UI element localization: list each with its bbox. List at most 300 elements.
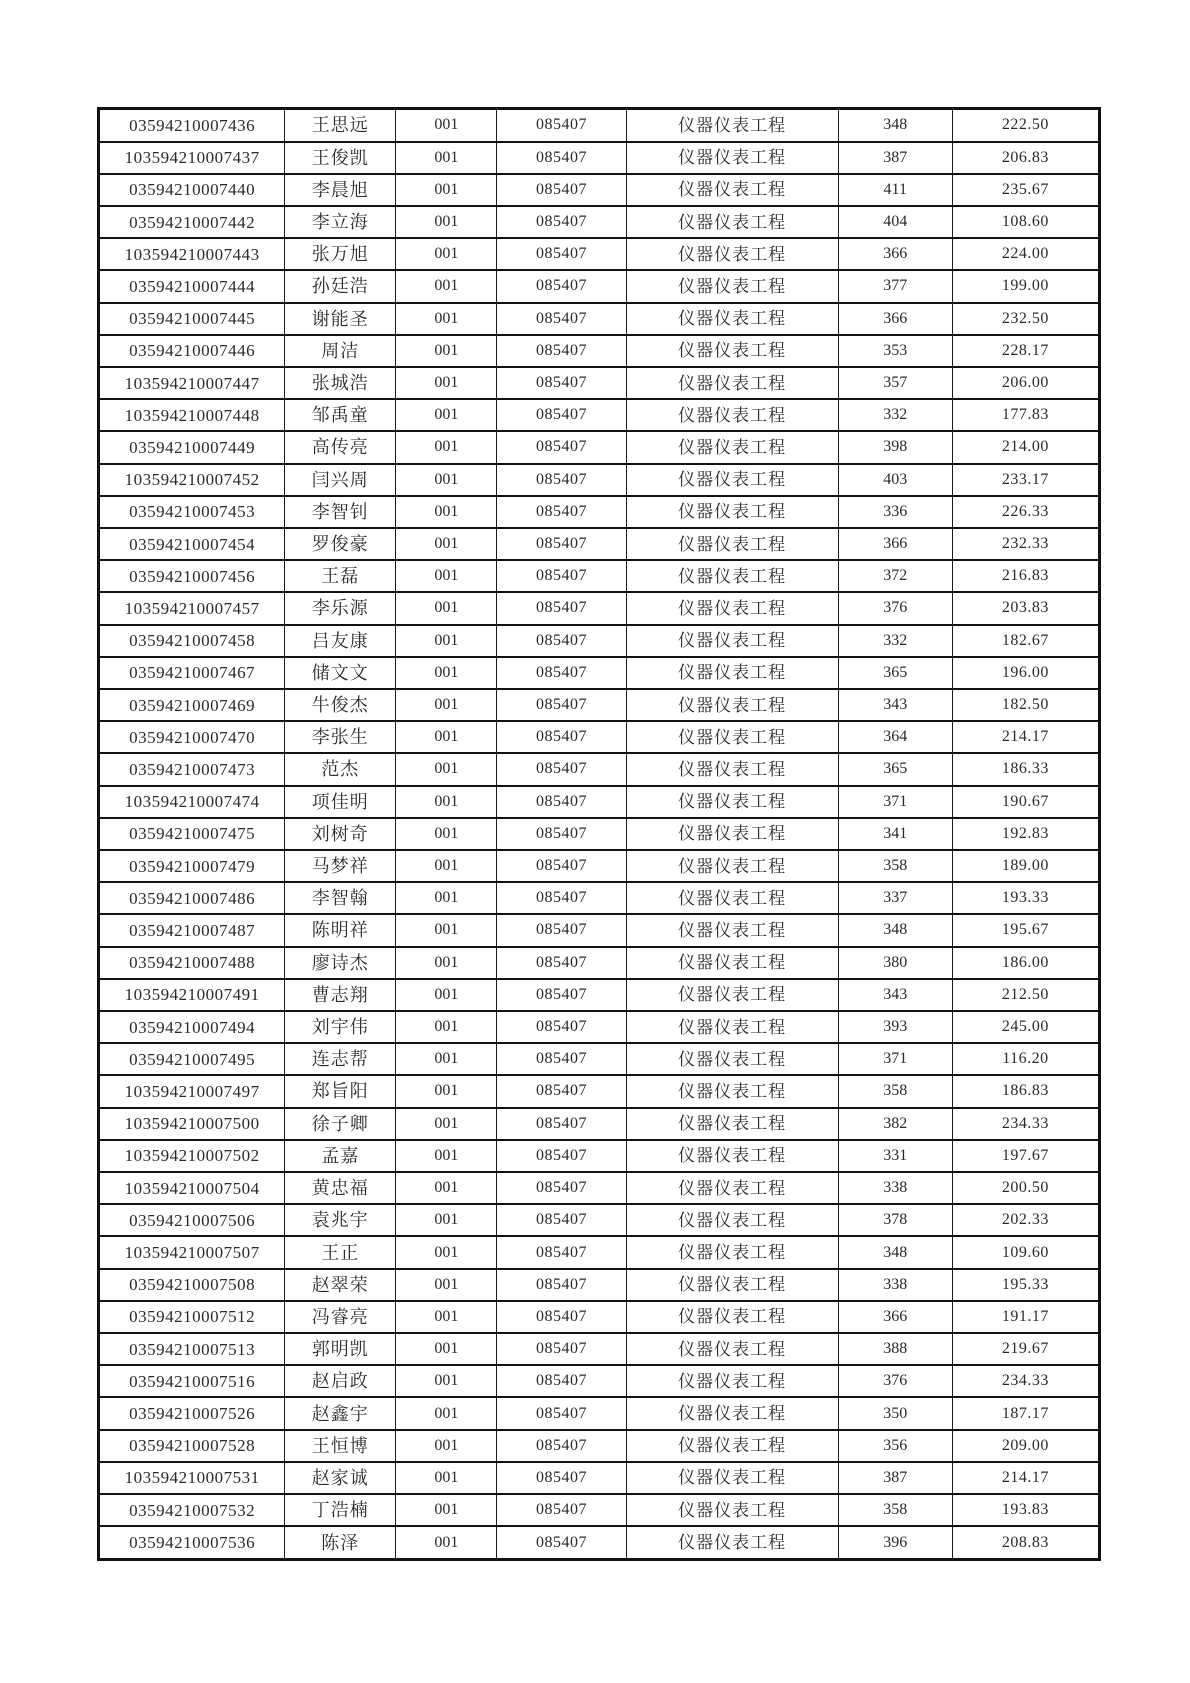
major-code: 085407	[497, 657, 626, 689]
candidate-name: 郑旨阳	[285, 1075, 396, 1107]
initial-score: 378	[838, 1204, 952, 1236]
candidate-name: 孟嘉	[285, 1140, 396, 1172]
major-name: 仪器仪表工程	[626, 1043, 838, 1075]
candidate-name: 储文文	[285, 657, 396, 689]
department-code: 001	[396, 431, 497, 463]
candidate-name: 赵鑫宇	[285, 1397, 396, 1429]
major-code: 085407	[497, 142, 626, 174]
candidate-name: 徐子卿	[285, 1108, 396, 1140]
major-code: 085407	[497, 1462, 626, 1494]
retest-score: 212.50	[952, 979, 1099, 1011]
candidate-name: 张万旭	[285, 238, 396, 270]
candidate-number: 03594210007442	[99, 206, 285, 238]
table-row	[99, 270, 1100, 302]
initial-score: 357	[838, 367, 952, 399]
table-row	[99, 1365, 1100, 1397]
table-row	[99, 367, 1100, 399]
retest-score: 206.00	[952, 367, 1099, 399]
table-row	[99, 335, 1100, 367]
retest-score: 226.33	[952, 496, 1099, 528]
retest-score: 177.83	[952, 399, 1099, 431]
department-code: 001	[396, 1204, 497, 1236]
candidate-name: 李晨旭	[285, 174, 396, 206]
candidate-number: 03594210007475	[99, 818, 285, 850]
initial-score: 372	[838, 560, 952, 592]
initial-score: 366	[838, 1301, 952, 1333]
candidate-name: 赵启政	[285, 1365, 396, 1397]
candidate-name: 连志帮	[285, 1043, 396, 1075]
retest-score: 109.60	[952, 1236, 1099, 1268]
candidate-name: 赵家诚	[285, 1462, 396, 1494]
department-code: 001	[396, 1108, 497, 1140]
department-code: 001	[396, 1172, 497, 1204]
table-row	[99, 528, 1100, 560]
table-row	[99, 1430, 1100, 1462]
major-code: 085407	[497, 786, 626, 818]
major-code: 085407	[497, 1140, 626, 1172]
major-code: 085407	[497, 560, 626, 592]
retest-score: 233.17	[952, 464, 1099, 496]
retest-score: 195.67	[952, 914, 1099, 946]
major-name: 仪器仪表工程	[626, 142, 838, 174]
initial-score: 366	[838, 303, 952, 335]
candidate-name: 李张生	[285, 721, 396, 753]
department-code: 001	[396, 367, 497, 399]
major-name: 仪器仪表工程	[626, 1494, 838, 1526]
initial-score: 343	[838, 689, 952, 721]
major-code: 085407	[497, 528, 626, 560]
major-name: 仪器仪表工程	[626, 818, 838, 850]
table-row	[99, 1397, 1100, 1429]
major-name: 仪器仪表工程	[626, 1108, 838, 1140]
initial-score: 332	[838, 625, 952, 657]
department-code: 001	[396, 1462, 497, 1494]
retest-score: 219.67	[952, 1333, 1099, 1365]
department-code: 001	[396, 238, 497, 270]
department-code: 001	[396, 592, 497, 624]
table-row	[99, 721, 1100, 753]
major-name: 仪器仪表工程	[626, 1204, 838, 1236]
candidate-number: 03594210007469	[99, 689, 285, 721]
major-name: 仪器仪表工程	[626, 109, 838, 142]
major-name: 仪器仪表工程	[626, 431, 838, 463]
initial-score: 364	[838, 721, 952, 753]
initial-score: 348	[838, 914, 952, 946]
major-name: 仪器仪表工程	[626, 753, 838, 785]
candidate-number: 03594210007528	[99, 1430, 285, 1462]
candidate-name: 李乐源	[285, 592, 396, 624]
candidate-number: 03594210007512	[99, 1301, 285, 1333]
table-row	[99, 1140, 1100, 1172]
department-code: 001	[396, 1526, 497, 1559]
results-table-body	[99, 109, 1100, 1560]
major-name: 仪器仪表工程	[626, 303, 838, 335]
major-code: 085407	[497, 1526, 626, 1559]
major-name: 仪器仪表工程	[626, 528, 838, 560]
table-row	[99, 1108, 1100, 1140]
retest-score: 108.60	[952, 206, 1099, 238]
department-code: 001	[396, 303, 497, 335]
department-code: 001	[396, 625, 497, 657]
table-row	[99, 303, 1100, 335]
major-name: 仪器仪表工程	[626, 335, 838, 367]
candidate-number: 03594210007445	[99, 303, 285, 335]
candidate-number: 103594210007437	[99, 142, 285, 174]
candidate-number: 03594210007470	[99, 721, 285, 753]
retest-score: 235.67	[952, 174, 1099, 206]
candidate-number: 03594210007513	[99, 1333, 285, 1365]
department-code: 001	[396, 1269, 497, 1301]
retest-score: 193.83	[952, 1494, 1099, 1526]
major-name: 仪器仪表工程	[626, 625, 838, 657]
major-name: 仪器仪表工程	[626, 1301, 838, 1333]
candidate-number: 03594210007536	[99, 1526, 285, 1559]
initial-score: 387	[838, 1462, 952, 1494]
candidate-number: 03594210007506	[99, 1204, 285, 1236]
table-row	[99, 431, 1100, 463]
table-row	[99, 786, 1100, 818]
table-row	[99, 1236, 1100, 1268]
candidate-name: 王正	[285, 1236, 396, 1268]
table-row	[99, 689, 1100, 721]
major-name: 仪器仪表工程	[626, 1075, 838, 1107]
major-name: 仪器仪表工程	[626, 850, 838, 882]
candidate-name: 刘树奇	[285, 818, 396, 850]
table-row	[99, 1011, 1100, 1043]
candidate-number: 03594210007446	[99, 335, 285, 367]
candidate-number: 103594210007531	[99, 1462, 285, 1494]
table-row	[99, 560, 1100, 592]
candidate-name: 黄忠福	[285, 1172, 396, 1204]
table-row	[99, 947, 1100, 979]
candidate-name: 张城浩	[285, 367, 396, 399]
table-row	[99, 464, 1100, 496]
major-name: 仪器仪表工程	[626, 464, 838, 496]
candidate-number: 103594210007457	[99, 592, 285, 624]
major-code: 085407	[497, 592, 626, 624]
candidate-number: 03594210007449	[99, 431, 285, 463]
candidate-number: 103594210007507	[99, 1236, 285, 1268]
major-name: 仪器仪表工程	[626, 1172, 838, 1204]
candidate-number: 103594210007491	[99, 979, 285, 1011]
major-code: 085407	[497, 1236, 626, 1268]
candidate-number: 03594210007516	[99, 1365, 285, 1397]
department-code: 001	[396, 335, 497, 367]
department-code: 001	[396, 1494, 497, 1526]
major-code: 085407	[497, 464, 626, 496]
initial-score: 358	[838, 1494, 952, 1526]
initial-score: 388	[838, 1333, 952, 1365]
table-row	[99, 1494, 1100, 1526]
major-code: 085407	[497, 270, 626, 302]
initial-score: 403	[838, 464, 952, 496]
major-code: 085407	[497, 206, 626, 238]
major-name: 仪器仪表工程	[626, 1430, 838, 1462]
retest-score: 209.00	[952, 1430, 1099, 1462]
table-row	[99, 1301, 1100, 1333]
major-name: 仪器仪表工程	[626, 270, 838, 302]
retest-score: 208.83	[952, 1526, 1099, 1559]
major-code: 085407	[497, 109, 626, 142]
table-row	[99, 399, 1100, 431]
department-code: 001	[396, 109, 497, 142]
initial-score: 396	[838, 1526, 952, 1559]
candidate-number: 103594210007448	[99, 399, 285, 431]
major-code: 085407	[497, 1333, 626, 1365]
department-code: 001	[396, 753, 497, 785]
candidate-name: 罗俊豪	[285, 528, 396, 560]
major-code: 085407	[497, 496, 626, 528]
major-name: 仪器仪表工程	[626, 1269, 838, 1301]
major-name: 仪器仪表工程	[626, 1365, 838, 1397]
major-code: 085407	[497, 882, 626, 914]
candidate-name: 项佳明	[285, 786, 396, 818]
candidate-number: 103594210007447	[99, 367, 285, 399]
candidate-number: 03594210007453	[99, 496, 285, 528]
retest-score: 224.00	[952, 238, 1099, 270]
candidate-number: 103594210007502	[99, 1140, 285, 1172]
table-row	[99, 753, 1100, 785]
retest-score: 186.00	[952, 947, 1099, 979]
major-code: 085407	[497, 1043, 626, 1075]
initial-score: 341	[838, 818, 952, 850]
candidate-number: 03594210007467	[99, 657, 285, 689]
department-code: 001	[396, 1430, 497, 1462]
initial-score: 404	[838, 206, 952, 238]
department-code: 001	[396, 1043, 497, 1075]
retest-score: 191.17	[952, 1301, 1099, 1333]
candidate-name: 冯睿亮	[285, 1301, 396, 1333]
candidate-number: 103594210007504	[99, 1172, 285, 1204]
candidate-number: 03594210007494	[99, 1011, 285, 1043]
table-row	[99, 850, 1100, 882]
department-code: 001	[396, 174, 497, 206]
initial-score: 331	[838, 1140, 952, 1172]
table-row	[99, 142, 1100, 174]
initial-score: 353	[838, 335, 952, 367]
table-row	[99, 625, 1100, 657]
major-code: 085407	[497, 1397, 626, 1429]
table-row	[99, 238, 1100, 270]
initial-score: 371	[838, 786, 952, 818]
major-name: 仪器仪表工程	[626, 1011, 838, 1043]
major-name: 仪器仪表工程	[626, 496, 838, 528]
candidate-name: 牛俊杰	[285, 689, 396, 721]
major-name: 仪器仪表工程	[626, 1333, 838, 1365]
retest-score: 186.33	[952, 753, 1099, 785]
candidate-number: 103594210007443	[99, 238, 285, 270]
retest-score: 202.33	[952, 1204, 1099, 1236]
department-code: 001	[396, 1301, 497, 1333]
retest-score: 232.50	[952, 303, 1099, 335]
table-row	[99, 1462, 1100, 1494]
retest-score: 234.33	[952, 1108, 1099, 1140]
major-code: 085407	[497, 1172, 626, 1204]
candidate-name: 郭明凯	[285, 1333, 396, 1365]
major-code: 085407	[497, 238, 626, 270]
retest-score: 197.67	[952, 1140, 1099, 1172]
department-code: 001	[396, 528, 497, 560]
candidate-number: 03594210007456	[99, 560, 285, 592]
candidate-number: 103594210007500	[99, 1108, 285, 1140]
initial-score: 380	[838, 947, 952, 979]
candidate-number: 03594210007487	[99, 914, 285, 946]
initial-score: 398	[838, 431, 952, 463]
department-code: 001	[396, 560, 497, 592]
table-row	[99, 496, 1100, 528]
candidate-name: 曹志翔	[285, 979, 396, 1011]
candidate-number: 03594210007508	[99, 1269, 285, 1301]
candidate-number: 03594210007444	[99, 270, 285, 302]
major-code: 085407	[497, 850, 626, 882]
major-code: 085407	[497, 1011, 626, 1043]
candidate-name: 邹禹童	[285, 399, 396, 431]
major-code: 085407	[497, 174, 626, 206]
department-code: 001	[396, 270, 497, 302]
major-name: 仪器仪表工程	[626, 560, 838, 592]
initial-score: 337	[838, 882, 952, 914]
initial-score: 365	[838, 657, 952, 689]
retest-score: 228.17	[952, 335, 1099, 367]
initial-score: 358	[838, 850, 952, 882]
table-row	[99, 109, 1100, 142]
retest-score: 200.50	[952, 1172, 1099, 1204]
major-code: 085407	[497, 1365, 626, 1397]
candidate-name: 赵翠荣	[285, 1269, 396, 1301]
department-code: 001	[396, 657, 497, 689]
candidate-number: 03594210007436	[99, 109, 285, 142]
major-code: 085407	[497, 1204, 626, 1236]
candidate-number: 03594210007488	[99, 947, 285, 979]
major-name: 仪器仪表工程	[626, 174, 838, 206]
candidate-name: 陈泽	[285, 1526, 396, 1559]
initial-score: 366	[838, 238, 952, 270]
department-code: 001	[396, 850, 497, 882]
initial-score: 350	[838, 1397, 952, 1429]
major-name: 仪器仪表工程	[626, 238, 838, 270]
initial-score: 348	[838, 1236, 952, 1268]
major-name: 仪器仪表工程	[626, 657, 838, 689]
candidate-number: 03594210007526	[99, 1397, 285, 1429]
candidate-name: 王思远	[285, 109, 396, 142]
table-row	[99, 1043, 1100, 1075]
major-code: 085407	[497, 689, 626, 721]
initial-score: 358	[838, 1075, 952, 1107]
department-code: 001	[396, 1075, 497, 1107]
initial-score: 332	[838, 399, 952, 431]
department-code: 001	[396, 721, 497, 753]
initial-score: 336	[838, 496, 952, 528]
candidate-number: 103594210007497	[99, 1075, 285, 1107]
retest-score: 182.67	[952, 625, 1099, 657]
department-code: 001	[396, 1397, 497, 1429]
initial-score: 376	[838, 1365, 952, 1397]
candidate-number: 103594210007452	[99, 464, 285, 496]
candidate-name: 袁兆宇	[285, 1204, 396, 1236]
table-row	[99, 657, 1100, 689]
major-name: 仪器仪表工程	[626, 592, 838, 624]
major-code: 085407	[497, 367, 626, 399]
candidate-name: 范杰	[285, 753, 396, 785]
candidate-number: 03594210007495	[99, 1043, 285, 1075]
department-code: 001	[396, 914, 497, 946]
major-code: 085407	[497, 818, 626, 850]
table-row	[99, 592, 1100, 624]
department-code: 001	[396, 1011, 497, 1043]
candidate-name: 王磊	[285, 560, 396, 592]
candidate-number: 103594210007474	[99, 786, 285, 818]
major-name: 仪器仪表工程	[626, 1526, 838, 1559]
candidate-name: 李智钊	[285, 496, 396, 528]
retest-score: 216.83	[952, 560, 1099, 592]
candidate-name: 陈明祥	[285, 914, 396, 946]
table-row	[99, 1075, 1100, 1107]
department-code: 001	[396, 979, 497, 1011]
candidate-results-table	[97, 107, 1101, 1561]
department-code: 001	[396, 1140, 497, 1172]
department-code: 001	[396, 206, 497, 238]
major-code: 085407	[497, 753, 626, 785]
department-code: 001	[396, 818, 497, 850]
major-code: 085407	[497, 979, 626, 1011]
retest-score: 193.33	[952, 882, 1099, 914]
candidate-number: 03594210007479	[99, 850, 285, 882]
retest-score: 186.83	[952, 1075, 1099, 1107]
department-code: 001	[396, 464, 497, 496]
table-row	[99, 1269, 1100, 1301]
candidate-name: 周洁	[285, 335, 396, 367]
retest-score: 234.33	[952, 1365, 1099, 1397]
initial-score: 393	[838, 1011, 952, 1043]
candidate-name: 王恒博	[285, 1430, 396, 1462]
initial-score: 377	[838, 270, 952, 302]
major-code: 085407	[497, 1494, 626, 1526]
table-row	[99, 818, 1100, 850]
retest-score: 206.83	[952, 142, 1099, 174]
major-code: 085407	[497, 721, 626, 753]
candidate-name: 李智翰	[285, 882, 396, 914]
retest-score: 199.00	[952, 270, 1099, 302]
department-code: 001	[396, 947, 497, 979]
initial-score: 338	[838, 1269, 952, 1301]
candidate-name: 王俊凯	[285, 142, 396, 174]
major-name: 仪器仪表工程	[626, 1140, 838, 1172]
major-name: 仪器仪表工程	[626, 1397, 838, 1429]
candidate-name: 高传亮	[285, 431, 396, 463]
major-name: 仪器仪表工程	[626, 914, 838, 946]
department-code: 001	[396, 496, 497, 528]
major-code: 085407	[497, 947, 626, 979]
candidate-name: 廖诗杰	[285, 947, 396, 979]
retest-score: 189.00	[952, 850, 1099, 882]
table-row	[99, 1172, 1100, 1204]
candidate-number: 03594210007440	[99, 174, 285, 206]
results-table-sheet	[97, 107, 1101, 1561]
major-code: 085407	[497, 399, 626, 431]
major-name: 仪器仪表工程	[626, 721, 838, 753]
department-code: 001	[396, 399, 497, 431]
candidate-name: 马梦祥	[285, 850, 396, 882]
initial-score: 356	[838, 1430, 952, 1462]
department-code: 001	[396, 689, 497, 721]
table-row	[99, 206, 1100, 238]
retest-score: 195.33	[952, 1269, 1099, 1301]
candidate-name: 孙廷浩	[285, 270, 396, 302]
retest-score: 182.50	[952, 689, 1099, 721]
candidate-name: 吕友康	[285, 625, 396, 657]
candidate-number: 03594210007486	[99, 882, 285, 914]
initial-score: 365	[838, 753, 952, 785]
